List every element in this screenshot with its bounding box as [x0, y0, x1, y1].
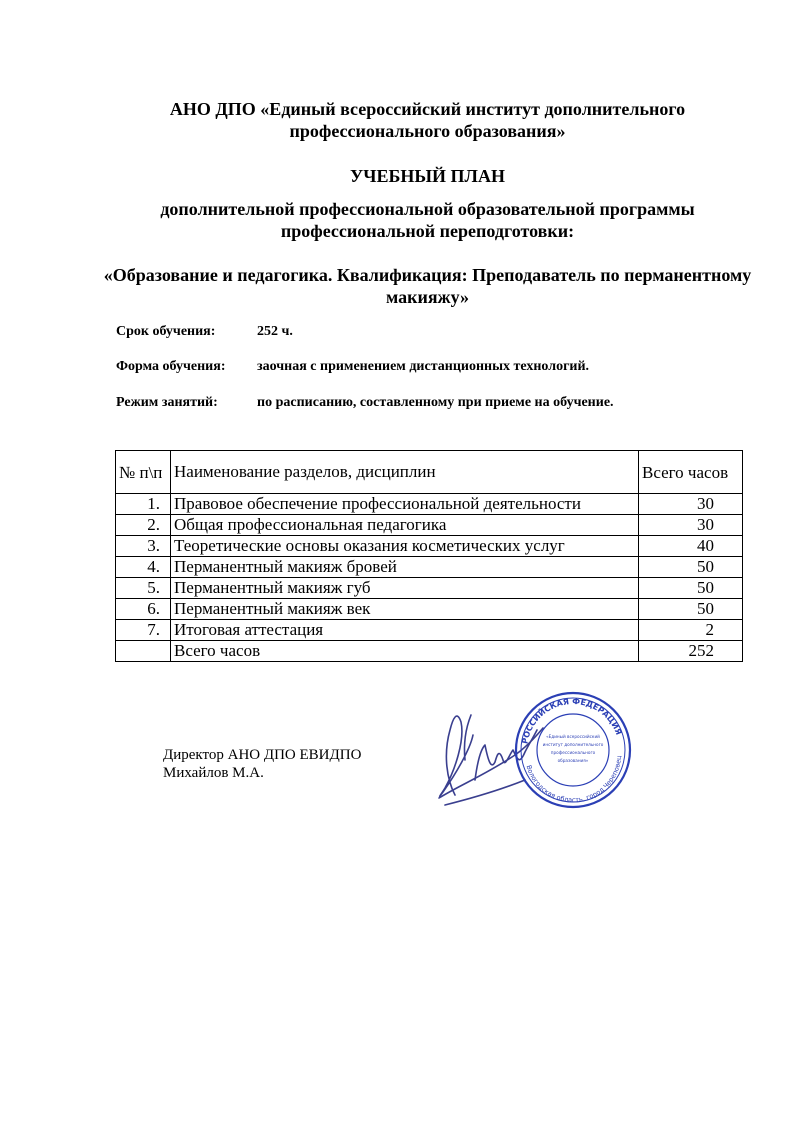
header-hours: Всего часов [639, 451, 743, 494]
header-name: Наименование разделов, дисциплин [171, 451, 639, 494]
row-hours: 2 [639, 620, 743, 641]
svg-text:профессионального: профессионального [550, 750, 596, 755]
row-num: 7. [116, 620, 171, 641]
row-hours: 30 [639, 515, 743, 536]
svg-text:РОССИЙСКАЯ ФЕДЕРАЦИЯ: РОССИЙСКАЯ ФЕДЕРАЦИЯ [520, 696, 624, 745]
table-header-row [116, 451, 743, 494]
row-num: 5. [116, 578, 171, 599]
row-name: Теоретические основы оказания косметических услуг [171, 536, 639, 557]
row-hours: 50 [639, 557, 743, 578]
row-num: 2. [116, 515, 171, 536]
mode-label: Режим занятий: [116, 395, 218, 410]
table-row [116, 536, 743, 557]
total-hours: 252 [639, 641, 743, 662]
row-hours: 40 [639, 536, 743, 557]
row-num: 4. [116, 557, 171, 578]
org-title: АНО ДПО «Единый всероссийский институт дополнительного профессионального образования» [169, 99, 686, 141]
table-row [116, 599, 743, 620]
row-hours: 50 [639, 578, 743, 599]
table-row [116, 494, 743, 515]
row-name: Перманентный макияж губ [171, 578, 639, 599]
table-row [116, 515, 743, 536]
row-hours: 30 [639, 494, 743, 515]
form-label: Форма обучения: [116, 359, 226, 374]
row-name: Общая профессиональная педагогика [171, 515, 639, 536]
row-name: Перманентный макияж век [171, 599, 639, 620]
svg-text:институт дополнительного: институт дополнительного [542, 742, 604, 747]
row-num: 3. [116, 536, 171, 557]
table-row [116, 557, 743, 578]
doc-title: УЧЕБНЫЙ ПЛАН [350, 166, 505, 186]
meta-mode [116, 394, 614, 412]
svg-text:Вологодская область, город Чер: Вологодская область, город Череповец [524, 755, 624, 805]
svg-text:«Единый всероссийский: «Единый всероссийский [546, 734, 600, 739]
table-row [116, 620, 743, 641]
table-row [116, 578, 743, 599]
meta-form [116, 358, 590, 376]
row-name: Перманентный макияж бровей [171, 557, 639, 578]
signer-name: Михайлов М.А. [163, 765, 264, 781]
header-num: № п\п [116, 451, 171, 494]
signer-position: Директор АНО ДПО ЕВИДПО [163, 747, 362, 763]
total-label: Всего часов [171, 641, 639, 662]
row-num: 6. [116, 599, 171, 620]
row-name: Правовое обеспечение профессиональной деятельности [171, 494, 639, 515]
signer-block [163, 746, 361, 782]
meta-duration [116, 323, 293, 341]
form-value: заочная с применением дистанционных технологий. [257, 359, 590, 374]
program-type: дополнительной профессиональной образовательной программы профессиональной переподготовки: [160, 199, 695, 241]
program-name: «Образование и педагогика. Квалификация: Преподаватель по перманентному макияжу» [103, 265, 752, 307]
duration-label: Срок обучения: [116, 324, 216, 339]
row-hours: 50 [639, 599, 743, 620]
duration-value: 252 ч. [257, 324, 293, 339]
svg-text:образования»: образования» [557, 758, 589, 763]
curriculum-table [115, 450, 743, 662]
mode-value: по расписанию, составленному при приеме на обучение. [257, 395, 614, 410]
seal-image [513, 690, 633, 810]
total-num [116, 641, 171, 662]
table-total-row [116, 641, 743, 662]
row-name: Итоговая аттестация [171, 620, 639, 641]
row-num: 1. [116, 494, 171, 515]
